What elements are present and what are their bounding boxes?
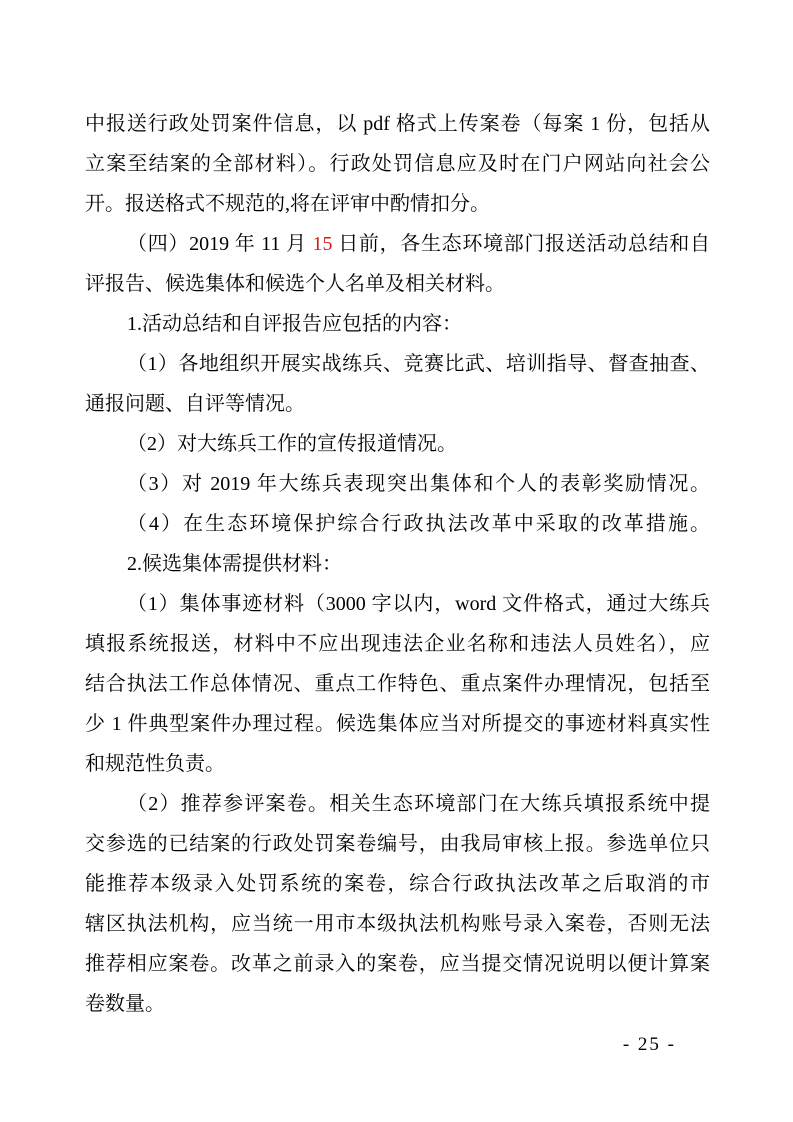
doc-line-4-post: 日前，各生态环境部门报送活动总结和自	[332, 233, 711, 255]
doc-line-15: 结合执法工作总体情况、重点工作特色、重点案件办理情况，包括至	[85, 673, 710, 695]
doc-line-17: 和规范性负责。	[85, 753, 225, 775]
doc-line-20: 能推荐本级录入处罚系统的案卷，综合行政执法改革之后取消的市	[85, 873, 710, 895]
doc-line-9: （2）对大练兵工作的宣传报道情况。	[127, 433, 457, 455]
doc-line-21: 辖区执法机构，应当统一用市本级执法机构账号录入案卷，否则无法	[85, 913, 710, 935]
doc-line-23: 卷数量。	[85, 993, 165, 1015]
doc-line-10: （3）对 2019 年大练兵表现突出集体和个人的表彰奖励情况。	[127, 473, 710, 495]
document-body	[85, 104, 710, 1058]
deadline-day-highlight: 15	[312, 233, 333, 255]
doc-line-12: 2.候选集体需提供材料：	[127, 553, 342, 575]
doc-line-18: （2）推荐参评案卷。相关生态环境部门在大练兵填报系统中提	[127, 793, 710, 815]
doc-line-6: 1.活动总结和自评报告应包括的内容：	[127, 313, 462, 335]
doc-line-19: 交参选的已结案的行政处罚案卷编号，由我局审核上报。参选单位只	[85, 833, 710, 855]
page-number: - 25 -	[622, 1034, 676, 1055]
doc-line-14: 填报系统报送，材料中不应出现违法企业名称和违法人员姓名），应	[85, 633, 710, 655]
doc-line-1: 中报送行政处罚案件信息，以 pdf 格式上传案卷（每案 1 份，包括从	[85, 113, 710, 135]
doc-line-11: （4）在生态环境保护综合行政执法改革中采取的改革措施。	[127, 513, 710, 535]
doc-line-8: 通报问题、自评等情况。	[85, 393, 305, 415]
doc-line-16: 少 1 件典型案件办理过程。候选集体应当对所提交的事迹材料真实性	[85, 713, 710, 735]
doc-line-4-pre: （四）2019 年 11 月	[127, 233, 313, 255]
doc-line-5: 评报告、候选集体和候选个人名单及相关材料。	[85, 273, 505, 295]
doc-line-13: （1）集体事迹材料（3000 字以内，word 文件格式，通过大练兵	[127, 593, 710, 615]
doc-line-7: （1）各地组织开展实战练兵、竞赛比武、培训指导、督查抽查、	[127, 353, 710, 375]
doc-line-22: 推荐相应案卷。改革之前录入的案卷，应当提交情况说明以便计算案	[85, 953, 710, 975]
doc-line-2: 立案至结案的全部材料）。行政处罚信息应及时在门户网站向社会公	[85, 153, 710, 175]
doc-line-4	[85, 224, 710, 264]
doc-line-3: 开。报送格式不规范的,将在评审中酌情扣分。	[85, 193, 490, 215]
